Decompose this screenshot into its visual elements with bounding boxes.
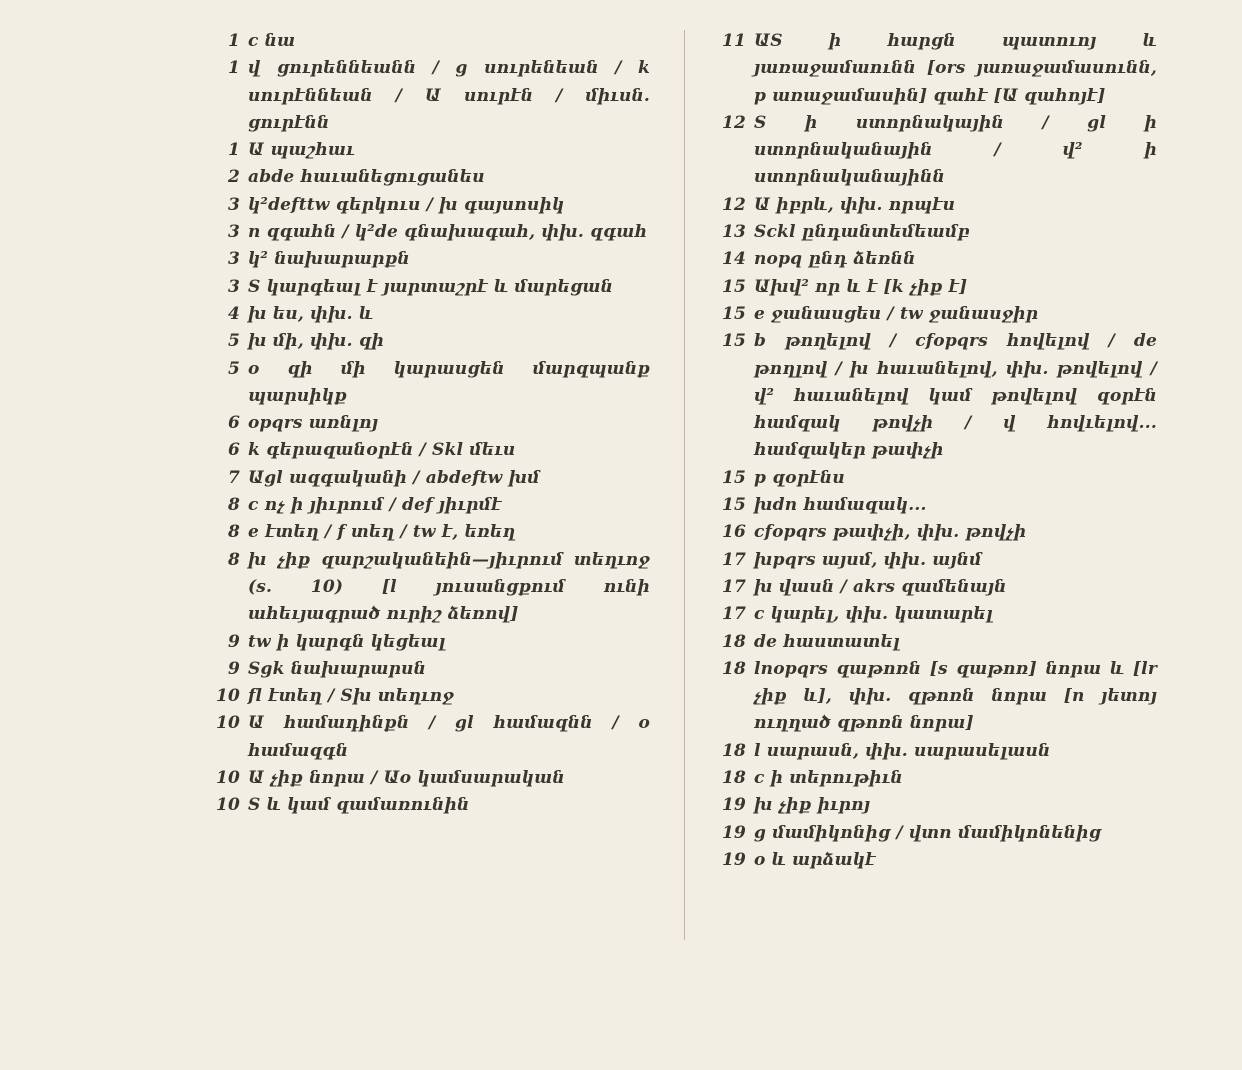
variant-text: o զի մի կարասցեն մարզպանք պարսիկք <box>248 358 650 406</box>
variant-entry <box>212 492 650 519</box>
variant-entry <box>212 192 650 219</box>
variant-entry <box>212 465 650 492</box>
line-number: 17 <box>721 576 746 597</box>
variant-entry <box>712 492 1157 519</box>
variant-text: խ չիք զարշականեին—յիւրում տեղւոջ (s. 10) [l յուսանցքում ունի ահեւյագրած ուրիշ ձեռով] <box>248 549 650 625</box>
line-number: 15 <box>721 331 746 352</box>
variant-entry <box>712 301 1157 328</box>
variant-entry <box>712 574 1157 601</box>
variant-entry <box>712 820 1157 847</box>
variant-text: opqrs առնլոյ <box>248 413 379 434</box>
variant-entry <box>212 301 650 328</box>
line-number: 18 <box>721 631 746 652</box>
line-number: 8 <box>227 549 240 570</box>
line-number: 19 <box>721 795 746 816</box>
line-number: 10 <box>215 686 240 707</box>
variant-text: Sgk նախարարսն <box>248 658 427 679</box>
left-column <box>212 28 650 820</box>
variant-entry <box>712 246 1157 273</box>
variant-text: de հաստատել <box>754 631 901 652</box>
variant-entry <box>712 656 1157 738</box>
line-number: 15 <box>721 467 746 488</box>
variant-entry <box>212 765 650 792</box>
variant-entry <box>212 164 650 191</box>
variant-text: խdn համազակ... <box>754 495 927 516</box>
line-number: 5 <box>227 358 240 379</box>
variant-text: խ վասն / akrs զամենայն <box>754 576 1007 597</box>
variant-entry <box>212 437 650 464</box>
line-number: 5 <box>227 331 240 352</box>
variant-text: p զօրէնս <box>754 467 845 488</box>
variant-text: c նա <box>248 31 296 51</box>
line-number: 11 <box>721 31 746 51</box>
line-number: 18 <box>721 768 746 789</box>
variant-entry <box>212 519 650 546</box>
variant-text: կ²defttw գերկուս / խ գայսոսիկ <box>248 194 565 215</box>
variant-text: tw ի կարգն կեցեալ <box>248 631 446 652</box>
variant-text: խ չիք իւրոյ <box>754 795 871 816</box>
variant-text: g մամիկոնից / վտn մամիկոնենից <box>754 822 1102 843</box>
variant-entry <box>212 328 650 355</box>
variant-entry <box>712 847 1157 874</box>
variant-text: n զգահն / կ²de գնախագահ, փխ. զգահ <box>248 222 648 243</box>
line-number: 15 <box>721 276 746 297</box>
variant-text: Ա համադինքն / gl համազնն / o համազգն <box>248 713 650 761</box>
variant-text: o և արձակէ <box>754 849 876 870</box>
variant-text: e ջանասցես / tw ջանասջիր <box>754 303 1039 324</box>
line-number: 3 <box>227 276 240 297</box>
variant-text: k գերազանօրէն / Skl մեւս <box>248 440 516 461</box>
variant-text: l սարասն, փխ. սարասելասն <box>754 740 1051 761</box>
line-number: 15 <box>721 495 746 516</box>
variant-text: ԱS ի հարցն պատուոյ և յառաջամաունն [ors յառաջամասունն, p առաջամասին] զահէ [Ա զահոյէ] <box>754 31 1157 106</box>
variant-text: Աgl ազգականի / abdeftw խմ <box>248 467 540 488</box>
line-number: 13 <box>721 222 746 243</box>
variant-entry <box>212 55 650 137</box>
line-number: 9 <box>227 658 240 679</box>
line-number: 18 <box>721 740 746 761</box>
line-number: 1 <box>227 31 240 51</box>
variant-text: S ի ստորնակային / gl ի ստորնականային / վ² ի ստորնականայինն <box>754 112 1157 188</box>
line-number: 19 <box>721 822 746 843</box>
line-number: 14 <box>721 249 746 270</box>
line-number: 17 <box>721 549 746 570</box>
variant-text: խpqrs այսմ, փխ. այնմ <box>754 549 982 570</box>
line-number: 9 <box>227 631 240 652</box>
line-number: 2 <box>227 167 240 188</box>
variant-text: b թողելով / cfopqrs հովելով / de թողլով / խ հաւանելով, փխ. թովելով / վ² հաւանելով կամ թովելով զօրէն համզակ թովչի / վ հովւելով... համզակեր թափչի <box>754 331 1157 461</box>
variant-text: S կարգեալ է յարտաշրէ և մարեցան <box>248 276 614 297</box>
variant-text: nopq ընդ ձեռնն <box>754 249 916 270</box>
variant-entry <box>712 274 1157 301</box>
variant-text: վ ցուրեննեանն / g սուրենեան / k սուրէննեան / Ա սուրէն / միւսն. ցուրէնն <box>248 58 650 133</box>
variant-text: խ ես, փխ. և <box>248 303 374 324</box>
variant-text: c ոչ ի յիւրում / def յիւրմէ <box>248 495 502 516</box>
line-number: 8 <box>227 522 240 543</box>
variant-text: abde հաւանեցուցանես <box>248 167 485 188</box>
line-number: 1 <box>227 140 240 161</box>
variant-text: Ա պաշհաւ <box>248 140 355 161</box>
line-number: 6 <box>227 413 240 434</box>
line-number: 16 <box>721 522 746 543</box>
variant-entry <box>712 738 1157 765</box>
variant-text: Ա իբրև, փխ. որպէս <box>754 194 956 215</box>
variant-entry <box>212 28 650 55</box>
line-number: 15 <box>721 303 746 324</box>
variant-text: c ի տերութիւն <box>754 768 903 789</box>
line-number: 10 <box>215 795 240 816</box>
line-number: 12 <box>721 112 746 133</box>
line-number: 3 <box>227 194 240 215</box>
variant-text: Ա չիք նորա / Աo կամսարական <box>248 768 565 789</box>
variant-entry <box>212 683 650 710</box>
variant-entry <box>712 601 1157 628</box>
variant-entry <box>212 410 650 437</box>
variant-text: Ախվ² որ և է [k չիք է] <box>754 276 968 297</box>
variant-entry <box>212 246 650 273</box>
variant-text: c կարել, փխ. կատարել <box>754 604 993 625</box>
variant-text: fl էտեղ / Sխ տեղւոջ <box>248 686 454 707</box>
line-number: 6 <box>227 440 240 461</box>
line-number: 4 <box>227 303 240 324</box>
line-number: 1 <box>227 58 240 79</box>
line-number: 10 <box>215 768 240 789</box>
variant-text: կ² նախարարքն <box>248 249 410 270</box>
variant-entry <box>712 110 1157 192</box>
variant-entry <box>212 356 650 411</box>
variant-entry <box>712 765 1157 792</box>
variant-entry <box>712 192 1157 219</box>
line-number: 3 <box>227 249 240 270</box>
variant-entry <box>712 792 1157 819</box>
variant-entry <box>712 547 1157 574</box>
variant-entry <box>212 274 650 301</box>
variant-text: e էտեղ / f տեղ / tw է, եռեղ <box>248 522 516 543</box>
variant-entry <box>212 547 650 629</box>
variant-entry <box>712 328 1157 464</box>
variant-entry <box>712 519 1157 546</box>
line-number: 17 <box>721 604 746 625</box>
variant-entry <box>212 710 650 765</box>
variant-text: lnopqrs զաթոռն [s զաթոռ] նորա և [lr չիք և], փխ. զթոռն նորա [n յետոյ ուղղած զթոռն նորա] <box>754 658 1157 734</box>
variant-entry <box>212 629 650 656</box>
variant-entry <box>712 28 1157 110</box>
variant-entry <box>212 792 650 819</box>
line-number: 3 <box>227 222 240 243</box>
line-number: 12 <box>721 194 746 215</box>
line-number: 10 <box>215 713 240 734</box>
line-number: 8 <box>227 495 240 516</box>
variant-entry <box>712 465 1157 492</box>
variant-text: խ մի, փխ. զի <box>248 331 385 352</box>
variant-text: Sckl ընդանտեմեամբ <box>754 222 970 243</box>
column-divider <box>684 30 685 940</box>
line-number: 18 <box>721 658 746 679</box>
line-number: 7 <box>227 467 240 488</box>
variant-entry <box>712 629 1157 656</box>
variant-text: cfopqrs թափչի, փխ. թովչի <box>754 522 1027 543</box>
variant-entry <box>712 219 1157 246</box>
right-column <box>712 28 1157 874</box>
variant-entry <box>212 219 650 246</box>
line-number: 19 <box>721 849 746 870</box>
variant-text: S և կամ զամառունին <box>248 795 470 816</box>
variant-entry <box>212 656 650 683</box>
variant-entry <box>212 137 650 164</box>
